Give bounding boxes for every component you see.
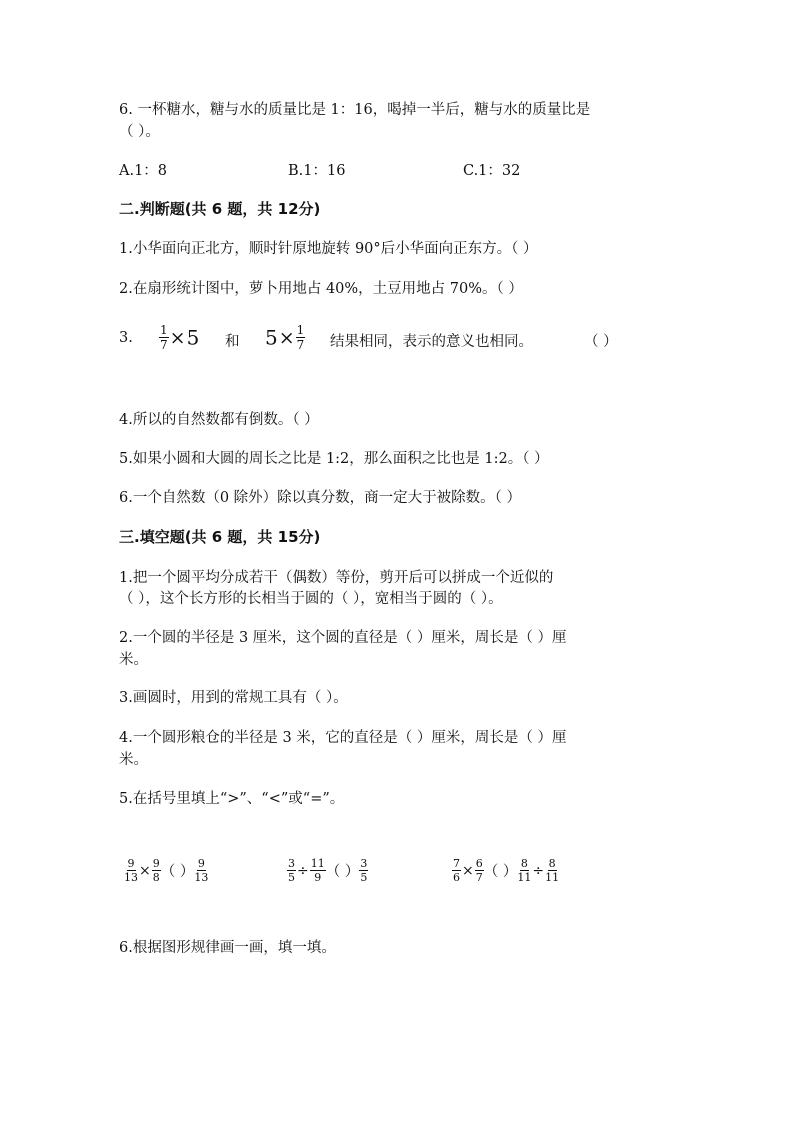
section3-item2-line1: 2.一个圆的半径是 3 厘米，这个圆的直径是（ ）厘米，周长是（ ）厘 — [119, 630, 567, 646]
times-sign: × — [278, 326, 295, 349]
fraction: $\frac{9}{13}$ — [124, 857, 138, 884]
answer-paren: （ ） — [160, 864, 195, 880]
fraction: $\frac{9}{13}$ — [194, 857, 209, 884]
section2-title: 二.判断题(共 6 题，共 12分) — [119, 200, 321, 218]
compare-expr-3 — [452, 858, 559, 883]
number: 5 — [186, 325, 200, 350]
item3-statement: 结果相同，表示的意义也相同。 — [330, 334, 533, 350]
fraction: $\frac{3}{5}$ — [360, 857, 368, 884]
section2-item6: 6.一个自然数（0 除外）除以真分数，商一定大于被除数。（ ） — [119, 490, 522, 506]
section2-item5: 5.如果小圆和大圆的周长之比是 1:2，那么面积之比也是 1:2。（ ） — [119, 451, 549, 467]
section3-item1-line2: （ ），这个长方形的长相当于圆的（ ），宽相当于圆的（ ）。 — [119, 591, 503, 607]
section3-title: 三.填空题(共 6 题，共 15分) — [119, 528, 321, 546]
section3-item4-line1: 4.一个圆形粮仓的半径是 3 米，它的直径是（ ）厘米，周长是（ ）厘 — [119, 730, 567, 746]
item3-expr1 — [159, 324, 199, 351]
fraction: $\frac{1}{7}$ — [160, 323, 168, 352]
section3-item6: 6.根据图形规律画一画，填一填。 — [119, 940, 336, 956]
times-sign: × — [169, 326, 186, 349]
compare-expr-1 — [124, 858, 208, 883]
section3-item5: 5.在括号里填上“>”、“<”或“=”。 — [119, 791, 345, 807]
fraction: $\frac{6}{7}$ — [475, 857, 483, 884]
fraction: $\frac{3}{5}$ — [288, 857, 295, 884]
answer-paren: （ ） — [325, 864, 360, 880]
section3-item4-line2: 米。 — [119, 752, 148, 768]
times-sign: × — [139, 862, 151, 879]
fraction: $\frac{8}{11}$ — [517, 857, 532, 884]
number: 5 — [265, 325, 278, 350]
fraction: $\frac{7}{6}$ — [453, 857, 460, 884]
section2-item1: 1.小华面向正北方，顺时针原地旋转 90°后小华面向正东方。（ ） — [119, 241, 538, 257]
divide-sign: ÷ — [532, 862, 545, 879]
q6-stem-line2: （ ）。 — [119, 124, 160, 140]
item3-answer-paren: （ ） — [584, 334, 618, 350]
fraction: $\frac{1}{7}$ — [296, 323, 305, 352]
fraction: $\frac{9}{8}$ — [152, 857, 160, 884]
q6-option-a: A.1：8 — [119, 163, 168, 179]
times-sign: × — [462, 862, 474, 879]
divide-sign: ÷ — [297, 862, 309, 879]
item3-number: 3. — [119, 330, 133, 346]
q6-option-c: C.1：32 — [463, 163, 521, 179]
section2-item3 — [119, 322, 659, 362]
section3-item1-line1: 1.把一个圆平均分成若干（偶数）等份，剪开后可以拼成一个近似的 — [119, 570, 554, 586]
item3-expr2 — [265, 324, 305, 351]
section2-item4: 4.所以的自然数都有倒数。（ ） — [119, 412, 319, 428]
section3-item2-line2: 米。 — [119, 652, 148, 668]
q6-stem-line1: 6. 一杯糖水，糖与水的质量比是 1：16，喝掉一半后，糖与水的质量比是 — [119, 102, 591, 118]
answer-paren: （ ） — [483, 864, 518, 880]
section3-item3: 3.画圆时，用到的常规工具有（ ）。 — [119, 690, 348, 706]
q6-option-b: B.1：16 — [288, 163, 346, 179]
compare-expr-2 — [287, 858, 368, 883]
fraction: $\frac{11}{9}$ — [310, 857, 325, 884]
item3-and: 和 — [225, 334, 240, 350]
fraction: $\frac{8}{11}$ — [545, 857, 560, 884]
section2-item2: 2.在扇形统计图中，萝卜用地占 40%，土豆用地占 70%。（ ） — [119, 281, 523, 297]
